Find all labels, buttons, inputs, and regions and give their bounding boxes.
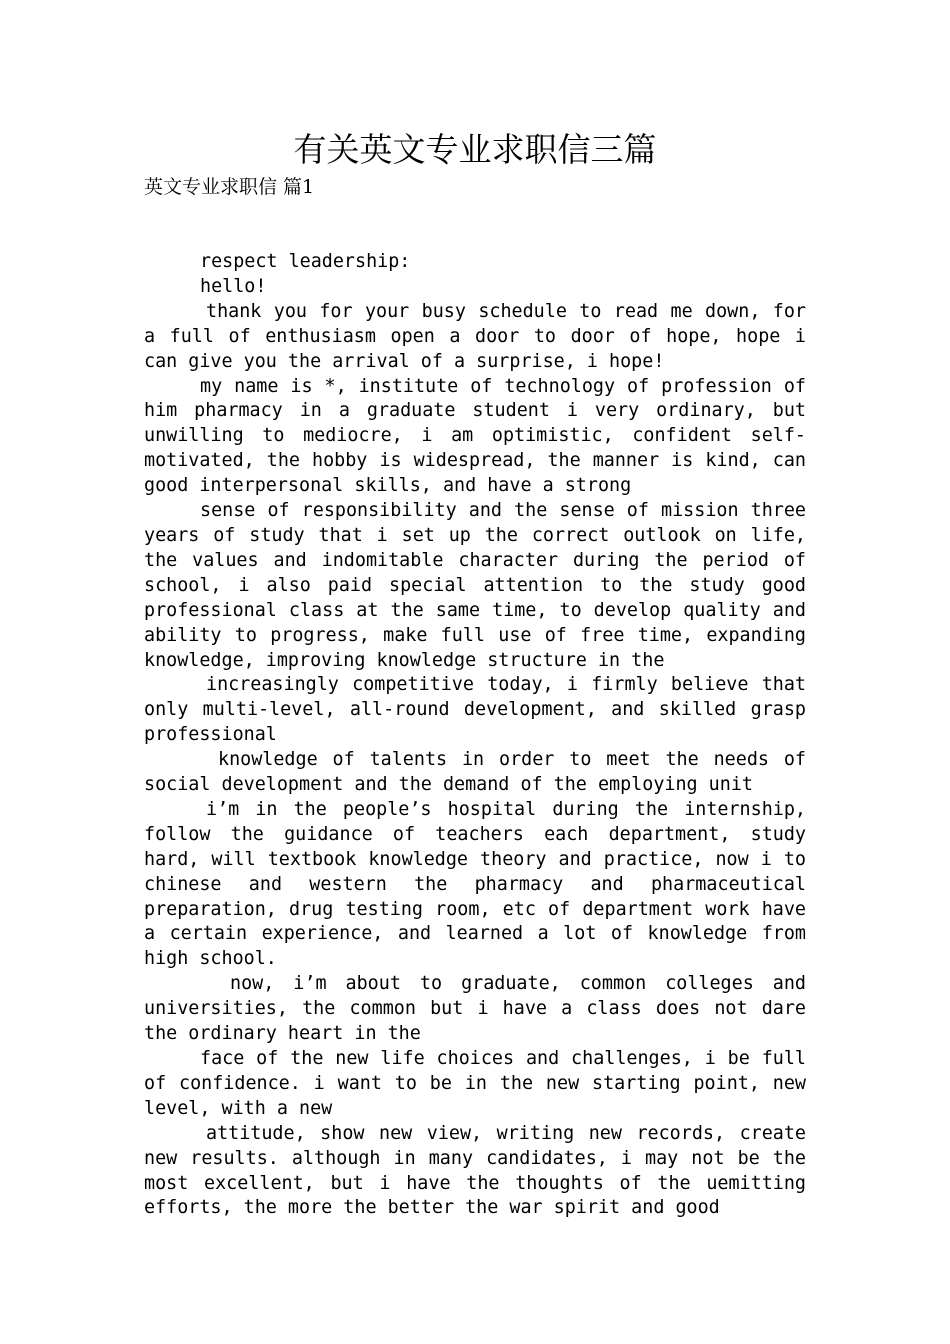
paragraph: sense of responsibility and the sense of mission three years of study that i set up the correct outlook on life, the values and indomitable character during the period of school, i also paid special attention to the study good professional class at the same time, to develop quality and ability to progress, make full use of free time, expanding knowledge, improving knowledge structure in the — [144, 500, 806, 671]
paragraph: knowledge of talents in order to meet the needs of social development and the demand of the employing unit — [144, 749, 806, 796]
paragraph: my name is *, institute of technology of profession of him pharmacy in a graduate student i very ordinary, but unwilling to mediocre, i am optimistic, confident self-motivated, the hobby is widespread, the manner is kind, can good interpersonal skills, and have a strong — [144, 375, 806, 497]
greeting: hello! — [200, 275, 267, 297]
salutation: respect leadership: — [200, 251, 411, 272]
document-title: 有关英文专业求职信三篇 — [293, 130, 657, 169]
paragraph: face of the new life choices and challenges, i be full of confidence. i want to be in the new starting point, new level, with a new — [144, 1048, 806, 1119]
letter-body — [144, 250, 806, 1221]
document-subtitle: 英文专业求职信 篇1 — [144, 176, 315, 198]
paragraph: now, i’m about to graduate, common colleges and universities, the common but i have a class does not dare the ordinary heart in the — [144, 973, 806, 1045]
paragraph: thank you for your busy schedule to read me down, for a full of enthusiasm open a door to door of hope, hope i can give you the arrival of a surprise, i hope! — [144, 300, 806, 372]
paragraph: attitude, show new view, writing new records, create new results. although in many candidates, i may not be the most excellent, but i have the thoughts of the uemitting efforts, the more the better the war spirit and good — [144, 1122, 806, 1219]
paragraph: increasingly competitive today, i firmly believe that only multi-level, all-round development, and skilled grasp professional — [144, 674, 806, 746]
paragraph: i’m in the people’s hospital during the internship, follow the guidance of teachers each department, study hard, will textbook knowledge theory and practice, now i to chinese and western the pharmacy and pharmaceutical preparation, drug testing room, etc of department work have a certain experience, and learned a lot of knowledge from high school. — [144, 798, 806, 970]
